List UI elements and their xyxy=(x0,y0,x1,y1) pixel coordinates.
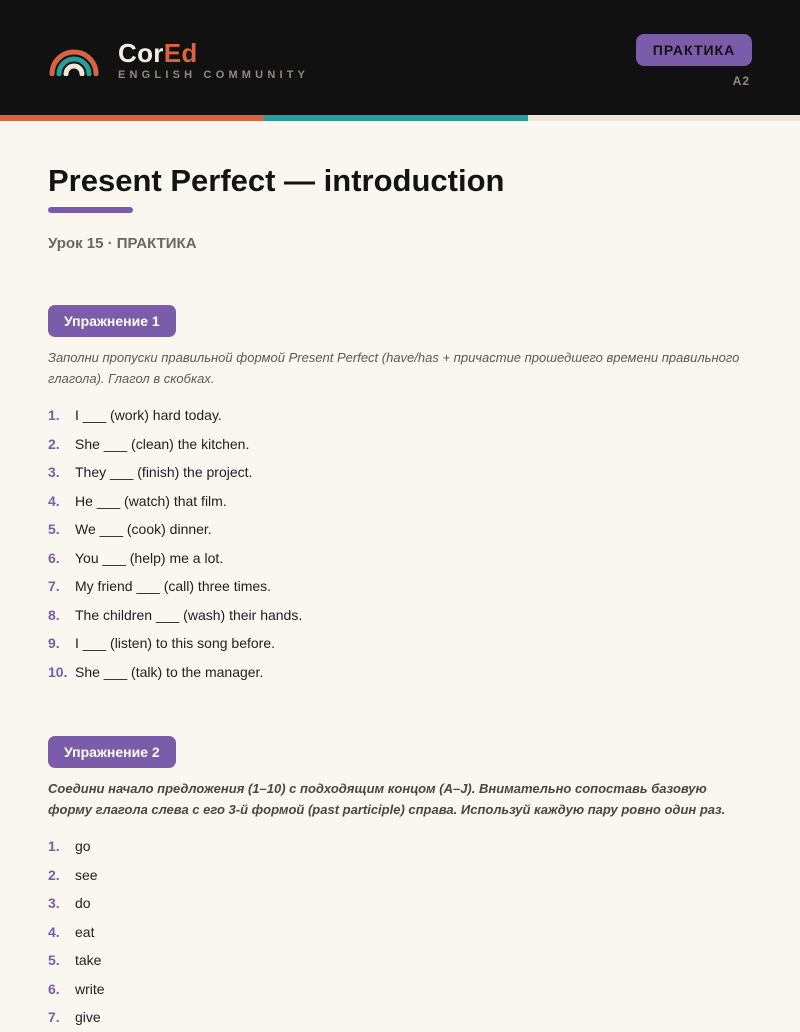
item-text: see xyxy=(75,866,98,883)
list-item xyxy=(48,1003,752,1032)
item-text: give xyxy=(75,1009,101,1026)
main-content xyxy=(0,163,800,1032)
list-item xyxy=(48,832,752,861)
item-number: 7. xyxy=(48,578,60,595)
item-number: 5. xyxy=(48,952,60,969)
list-item xyxy=(48,572,752,601)
title-underline xyxy=(48,207,133,213)
item-text: I ___ (work) hard today. xyxy=(75,407,222,424)
item-number: 7. xyxy=(48,1009,60,1026)
brand-name xyxy=(118,38,309,68)
item-number: 6. xyxy=(48,549,60,566)
color-stripe xyxy=(0,115,800,121)
item-number: 10. xyxy=(48,663,68,680)
item-number: 6. xyxy=(48,980,60,997)
list-item xyxy=(48,975,752,1004)
brand-subtitle: ENGLISH COMMUNITY xyxy=(118,69,310,81)
item-number: 1. xyxy=(48,407,60,424)
item-text: I ___ (listen) to this song before. xyxy=(75,635,275,652)
list-item xyxy=(48,544,752,573)
list-item xyxy=(48,401,752,430)
item-text: We ___ (cook) dinner. xyxy=(75,521,212,538)
brand-name-part2: Ed xyxy=(163,38,198,68)
item-number: 2. xyxy=(48,435,60,452)
stripe-orange xyxy=(0,115,264,121)
item-number: 3. xyxy=(48,464,60,481)
lesson-subtitle: Урок 15 · ПРАКТИКА xyxy=(48,235,197,252)
list-item xyxy=(48,430,752,459)
list-item xyxy=(48,861,752,890)
item-text: go xyxy=(75,838,91,855)
item-number: 8. xyxy=(48,606,60,623)
item-text: take xyxy=(75,952,102,969)
page-title: Present Perfect — introduction xyxy=(48,163,505,198)
item-text: The children ___ (wash) their hands. xyxy=(75,606,303,623)
exercise-1-label: Упражнение 1 xyxy=(48,305,176,337)
item-text: do xyxy=(75,895,91,912)
list-item xyxy=(48,946,752,975)
exercise-1-instruction: Заполни пропуски правильной формой Present Perfect (have/has + причастие прошедшего времени правильного глагола). Глагол в скобках. xyxy=(48,350,740,386)
item-text: eat xyxy=(75,923,95,940)
item-text: write xyxy=(75,980,105,997)
list-item xyxy=(48,889,752,918)
header xyxy=(0,0,800,115)
item-text: She ___ (clean) the kitchen. xyxy=(75,435,250,452)
item-number: 2. xyxy=(48,866,60,883)
item-text: He ___ (watch) that film. xyxy=(75,492,227,509)
exercise-2-list xyxy=(48,832,752,1032)
practice-badge[interactable]: ПРАКТИКА xyxy=(636,34,752,66)
stripe-cream xyxy=(528,115,800,121)
brand xyxy=(118,38,309,81)
item-number: 5. xyxy=(48,521,60,538)
exercise-1-list xyxy=(48,401,752,686)
item-number: 4. xyxy=(48,492,60,509)
list-item xyxy=(48,658,752,687)
exercise-2-label: Упражнение 2 xyxy=(48,736,176,768)
list-item xyxy=(48,918,752,947)
list-item xyxy=(48,487,752,516)
brand-name-part1: Cor xyxy=(118,38,164,68)
item-text: They ___ (finish) the project. xyxy=(75,464,253,481)
list-item xyxy=(48,601,752,630)
item-text: You ___ (help) me a lot. xyxy=(75,549,224,566)
item-number: 4. xyxy=(48,923,60,940)
item-number: 3. xyxy=(48,895,60,912)
list-item xyxy=(48,515,752,544)
list-item xyxy=(48,458,752,487)
item-text: She ___ (talk) to the manager. xyxy=(75,663,264,680)
item-text: My friend ___ (call) three times. xyxy=(75,578,272,595)
exercise-2-instruction: Соедини начало предложения (1–10) с подходящим концом (A–J). Внимательно сопоставь базовую форму глагола слева с его 3-й формой (past participle) справа. Используй каждую пару ровно один раз. xyxy=(48,781,726,817)
level-label: A2 xyxy=(732,74,750,88)
stripe-teal xyxy=(264,115,528,121)
list-item xyxy=(48,629,752,658)
item-number: 1. xyxy=(48,838,60,855)
rainbow-logo-icon xyxy=(48,44,100,76)
item-number: 9. xyxy=(48,635,60,652)
